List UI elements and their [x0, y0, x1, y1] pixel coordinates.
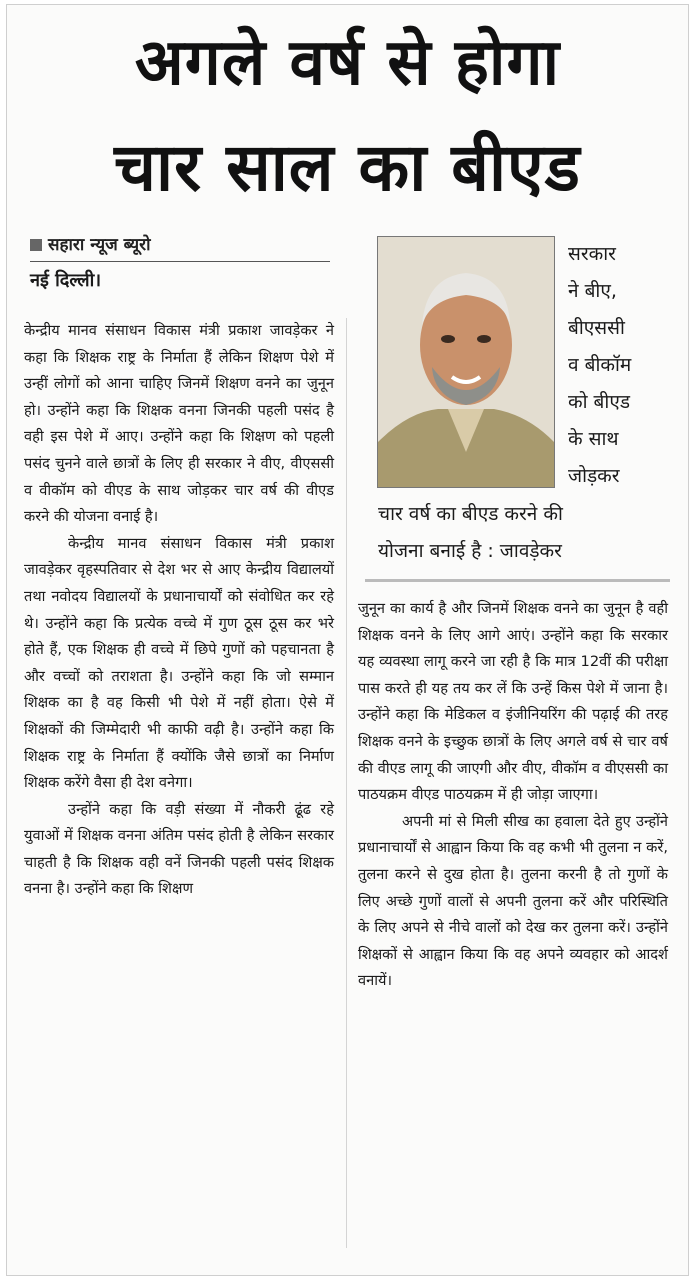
bullet-square-icon	[30, 239, 42, 251]
paragraph: उन्होंने कहा कि वड़ी संख्या में नौकरी ढूंढ रहे युवाओं में शिक्षक वनना अंतिम पसंद होती है लेकिन सरकार चाहती है कि शिक्षक वही वनें जिनकी पहली पसंद शिक्षक वनना है। उन्होंने कहा कि शिक्षण	[24, 800, 334, 898]
caption-line: बीएससी	[568, 317, 625, 339]
byline-divider	[30, 261, 330, 262]
column-divider	[346, 318, 347, 1248]
headline-line-2: चार साल का बीएड	[114, 129, 581, 206]
byline-agency: सहारा न्यूज ब्यूरो	[48, 235, 151, 255]
caption-line: सरकार	[568, 243, 616, 265]
portrait-illustration	[378, 237, 554, 487]
photo-caption-side	[568, 236, 688, 495]
paragraph: केन्द्रीय मानव संसाधन विकास मंत्री प्रकाश जावड़ेकर वृहस्पतिवार से देश भर से आए केन्द्रीय विद्यालयों तथा नवोदय विद्यालयों के प्रधानाचार्यों को संवोधित कर रहे थे। उन्होंने कहा कि प्रत्येक वच्चे में गुण ठूस ठूस कर भरे होते हैं, एक शिक्षक ही वच्चे में छिपे गुणों को पहचानता है और वच्चों को तराशता है। उन्होंने कहा कि जो सम्मान शिक्षक का है वह किसी भी पेशे में नहीं होता। ऐसे में शिक्षकों की जिम्मेदारी भी काफी वढ़ी है। उन्होंने कहा कि शिक्षक राष्ट्र के निर्माता हैं क्योंकि जैसे छात्रों का निर्माण शिक्षक करेंगे वैसा ही देश वनेगा।	[24, 534, 334, 792]
photo-caption-bottom	[378, 496, 678, 570]
caption-line: व बीकॉम	[568, 354, 632, 376]
headline-line-1: अगले वर्ष से होगा	[134, 26, 561, 100]
byline	[30, 232, 330, 258]
portrait-photo	[377, 236, 555, 488]
caption-line: जोड़कर	[568, 465, 620, 487]
caption-line: ने बीए,	[568, 280, 617, 302]
paragraph: अपनी मां से मिली सीख का हवाला देते हुए उन्होंने प्रधानाचार्यों से आह्वान किया कि वह कभी भी तुलना न करें, तुलना करने से दुख होता है। तुलना करनी है तो गुणों के लिए अच्छे गुणों वालों से अपनी तुलना करें और परिस्थिति के लिए अपने से नीचे वालों को देख कर तुलना करें। उन्होंने शिक्षकों से आह्वान किया कि वह अपने व्यवहार को आदर्श वनायें।	[358, 812, 668, 990]
caption-divider	[365, 579, 670, 582]
caption-line: के साथ	[568, 428, 619, 450]
dateline: नई दिल्ली।	[30, 270, 102, 291]
paragraph: जुनून का कार्य है और जिनमें शिक्षक वनने का जुनून है वही शिक्षक वनने के लिए आगे आएं। उन्होंने कहा कि सरकार यह व्यवस्था लागू करने जा रही है कि मात्र 12वीं की परीक्षा पास करते ही यह तय कर लें कि उन्हें किस पेशे में जाना है। उन्होंने कहा कि मेडिकल व इंजीनियरिंग की पढ़ाई की तरह शिक्षक वनने के इच्छुक छात्रों के लिए अगले वर्ष से चार वर्ष की वीएड लागू की जाएगी और वीए, वीकॉम व वीएससी का पाठयक्रम वीएड पाठयक्रम में ही जोड़ा जाएगा।	[358, 600, 668, 804]
article-left-column	[24, 318, 334, 903]
caption-line: को बीएड	[568, 391, 630, 413]
article-right-column	[358, 596, 668, 995]
caption-line: योजना बनाई है : जावड़ेकर	[378, 540, 562, 562]
paragraph: केन्द्रीय मानव संसाधन विकास मंत्री प्रकाश जावड़ेकर ने कहा कि शिक्षक राष्ट्र के निर्माता हैं लेकिन शिक्षण पेशे में उन्हीं लोगों को आना चाहिए जिनमें शिक्षण वनने का जुनून हो। उन्होंने कहा कि शिक्षक वनना जिनकी पहली पसंद है वही इस पेशे में आए। उन्होंने कहा कि शिक्षण को पहली पसंद चुनने वाले छात्रों के लिए ही सरकार ने वीए, वीएससी व वीकॉम को वीएड के साथ जोड़कर चार वर्ष की वीएड करने की योजना वनाई है।	[24, 322, 334, 526]
caption-line: चार वर्ष का बीएड करने की	[378, 503, 563, 525]
